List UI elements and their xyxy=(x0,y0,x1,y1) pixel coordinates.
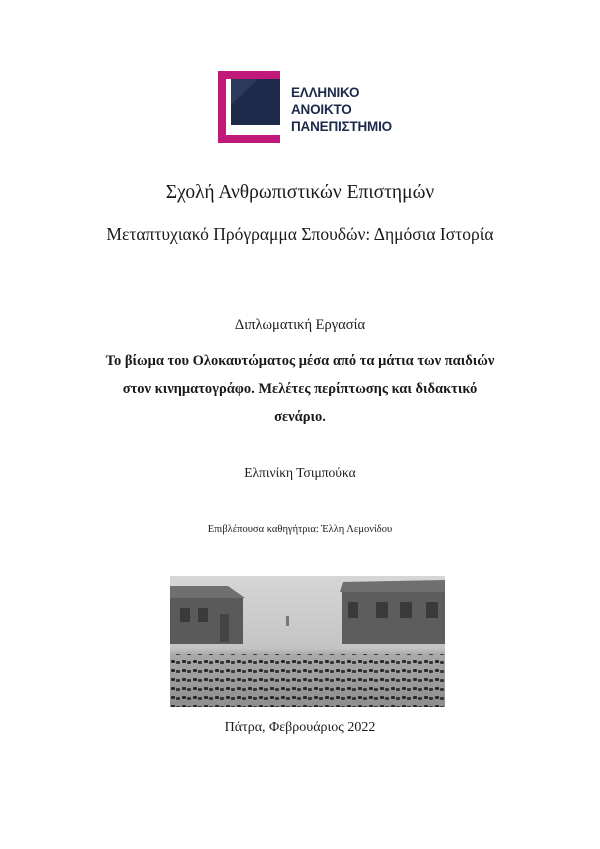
author-name: Ελπινίκη Τσιμπούκα xyxy=(244,465,356,480)
thesis-label: Διπλωματική Εργασία xyxy=(234,317,366,333)
thesis-title xyxy=(0,347,600,431)
university-logo xyxy=(218,71,408,143)
logo-line-2: ΑΝΟΙΚΤΟ xyxy=(291,102,352,117)
school-name: Σχολή Ανθρωπιστικών Επιστημών xyxy=(165,182,435,203)
logo-text xyxy=(291,84,392,135)
place-date: Πάτρα, Φεβρουάριος 2022 xyxy=(224,720,376,735)
program-name: Μεταπτυχιακό Πρόγραμμα Σπουδών: Δημόσια Ιστορία xyxy=(106,224,494,244)
cover-photo xyxy=(170,576,445,707)
title-line-2: στον κινηματογράφο. Μελέτες περίπτωσης και διδακτικό xyxy=(122,381,478,397)
logo-line-1: ΕΛΛΗΝΙΚΟ xyxy=(291,85,360,100)
title-line-1: Το βίωμα του Ολοκαυτώματος μέσα από τα μάτια των παιδιών xyxy=(105,353,495,369)
supervisor: Επιβλέπουσα καθηγήτρια: Έλλη Λεμονίδου xyxy=(207,524,393,535)
logo-line-3: ΠΑΝΕΠΙΣΤΗΜΙΟ xyxy=(291,119,392,134)
logo-emblem-icon xyxy=(218,71,288,143)
title-line-3: σενάριο. xyxy=(274,409,326,425)
